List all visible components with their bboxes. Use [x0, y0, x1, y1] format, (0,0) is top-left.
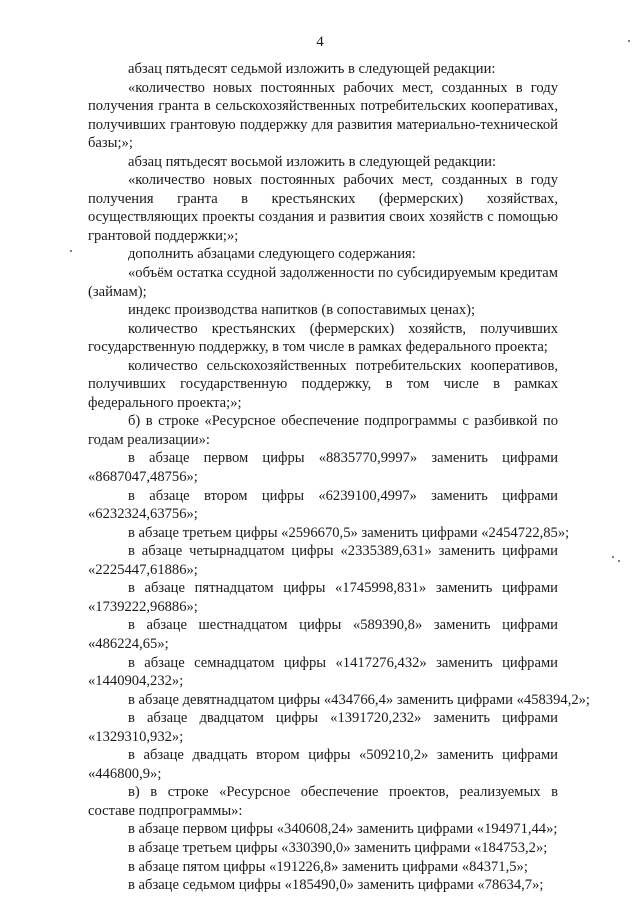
- paragraph: в абзаце семнадцатом цифры «1417276,432» заменить цифрами «1440904,232»;: [88, 654, 558, 690]
- paragraph: количество сельскохозяйственных потребительских кооперативов, получивших государственную поддержку, в том числе в рамках федерального проекта;»;: [88, 357, 558, 411]
- paragraph: в абзаце шестнадцатом цифры «589390,8» заменить цифрами «486224,65»;: [88, 617, 558, 652]
- paragraph: в абзаце первом цифры «340608,24» заменить цифрами «194971,44»;: [128, 821, 558, 838]
- paragraph: в абзаце двадцатом цифры «1391720,232» заменить цифрами «1329310,932»;: [88, 710, 558, 745]
- paragraph: в абзаце девятнадцатом цифры «434766,4» заменить цифрами «458394,2»;: [128, 691, 590, 708]
- paragraph: в абзаце первом цифры «8835770,9997» заменить цифрами «8687047,48756»;: [88, 450, 558, 486]
- paragraph: дополнить абзацами следующего содержания:: [128, 246, 416, 263]
- paragraph: в абзаце пятнадцатом цифры «1745998,831» заменить цифрами «1739222,96886»;: [88, 580, 558, 615]
- paragraph: индекс производства напитков (в сопоставимых ценах);: [128, 302, 476, 319]
- paragraph: в абзаце третьем цифры «330390,0» заменить цифрами «184753,2»;: [128, 839, 548, 856]
- paragraph: в абзаце седьмом цифры «185490,0» заменить цифрами «78634,7»;: [128, 877, 544, 894]
- paragraph: в абзаце третьем цифры «2596670,5» заменить цифрами «2454722,85»;: [128, 524, 570, 541]
- scan-speck: [628, 40, 630, 42]
- paragraph: абзац пятьдесят восьмой изложить в следующей редакции:: [128, 153, 497, 170]
- document-body: [88, 60, 590, 895]
- paragraph: «объём остатка ссудной задолженности по субсидируемым кредитам (займам);: [88, 265, 558, 300]
- paragraph: в) в строке «Ресурсное обеспечение проектов, реализуемых в составе подпрограммы»:: [88, 784, 558, 819]
- scan-speck: [612, 556, 614, 558]
- paragraph: абзац пятьдесят седьмой изложить в следующей редакции:: [128, 61, 496, 77]
- paragraph: в абзаце двадцать втором цифры «509210,2» заменить цифрами «446800,9»;: [88, 747, 558, 782]
- paragraph: «количество новых постоянных рабочих мест, созданных в году получения гранта в крестьянских (фермерских) хозяйствах, осуществляющих проекты создания и развития своих хозяйств с помощью грантовой поддержки;»;: [88, 172, 558, 244]
- scan-speck: [70, 250, 72, 252]
- paragraph: в абзаце пятом цифры «191226,8» заменить цифрами «84371,5»;: [128, 858, 528, 875]
- paragraph: количество крестьянских (фермерских) хозяйств, получивших государственную поддержку, в том числе в рамках федерального проекта;: [88, 320, 558, 356]
- paragraph: в абзаце четырнадцатом цифры «2335389,631» заменить цифрами «2225447,61886»;: [88, 543, 558, 578]
- scan-speck: [618, 560, 620, 562]
- paragraph: «количество новых постоянных рабочих мест, созданных в году получения гранта в сельскохозяйственных потребительских кооперативах, получивших грантовую поддержку для развития материально-технической базы;»;: [88, 79, 558, 152]
- paragraph: б) в строке «Ресурсное обеспечение подпрограммы с разбивкой по годам реализации»:: [88, 413, 558, 448]
- paragraph: в абзаце втором цифры «6239100,4997» заменить цифрами «6232324,63756»;: [88, 487, 558, 523]
- page-number: 4: [316, 34, 324, 50]
